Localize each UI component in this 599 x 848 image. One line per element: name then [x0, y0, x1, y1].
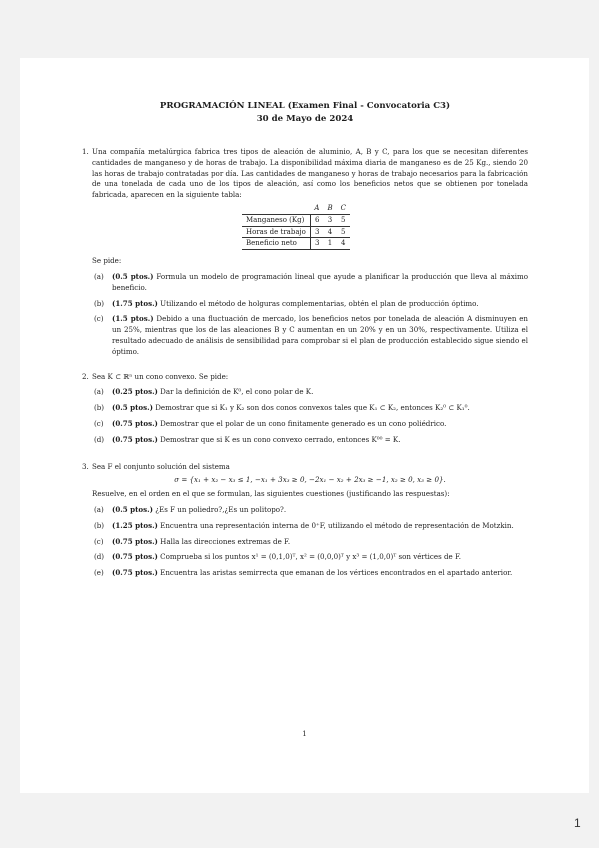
subquestion-1b: (b) (1.75 ptos.) Utilizando el método de holguras complementarias, obtén el plan de producción óptimo.	[94, 298, 479, 308]
points: (0.75 ptos.)	[112, 434, 158, 444]
points: (0.5 ptos.)	[112, 271, 154, 281]
data-table	[242, 203, 350, 250]
question-2	[82, 372, 528, 446]
system-formula: σ = {x₁ + x₂ − x₃ ≤ 1, −x₁ + 3x₃ ≥ 0, −2x₁ − x₂ + 2x₃ ≥ −1, x₂ ≥ 0, x₃ ≥ 0}.	[174, 475, 446, 485]
subquestion-2b: (b) (0.5 ptos.) Demostrar que si K₁ y K₂ son dos conos convexos tales que K₁ ⊂ K₂, entonces K₂⁰ ⊂ K₁⁰.	[94, 403, 470, 413]
points: (1.5 ptos.)	[112, 314, 154, 324]
question-number: 2.	[82, 371, 89, 381]
subquestion-2c: (c) (0.75 ptos.) Demostrar que el polar de un cono finitamente generado es un cono poliédrico.	[94, 418, 447, 428]
question-3-intro: Sea F el conjunto solución del sistema	[92, 461, 230, 471]
subquestion-3d: (d) (0.75 ptos.) Comprueba si los puntos x¹ = (0,1,0)ᵀ, x² = (0,0,0)ᵀ y x³ = (1,0,0)ᵀ son vértices de F.	[94, 552, 462, 562]
subquestion-3e: (e) (0.75 ptos.) Encuentra las aristas semirrecta que emanan de los vértices encontrados en el apartado anterior.	[94, 568, 513, 578]
exam-date: 30 de Mayo de 2024	[256, 113, 354, 124]
question-1-intro: Una compañía metalúrgica fabrica tres tipos de aleación de aluminio, A, B y C, para los que se necesitan diferentes cantidades de manganeso y de horas de trabajo. La disponibilidad máxima diaria de manganeso es de 25 Kg., siendo 20 las horas de trabajo contratadas por día. Las cantidades de manganeso y horas de trabajo necesarios para la fabricación de una tonelada de cada uno de los tipos de aleación, así como los beneficios netos que se obtienen por tonelada fabricada, aparecen en la siguiente tabla:	[92, 147, 528, 200]
table-row: Manganeso (Kg) 6 3 5	[242, 214, 350, 226]
subquestion-2a: (a) (0.25 ptos.) Dar la definición de K⁰, el cono polar de K.	[94, 387, 314, 397]
points: (0.75 ptos.)	[112, 536, 158, 546]
question-number: 1.	[82, 147, 89, 156]
question-3	[82, 462, 528, 579]
exam-title: PROGRAMACIÓN LINEAL (Examen Final - Convocatoria C3)	[159, 101, 451, 111]
question-number: 3.	[82, 461, 89, 471]
subquestion-2d: (d) (0.75 ptos.) Demostrar que si K es un cono convexo cerrado, entonces K⁰⁰ = K.	[94, 434, 401, 444]
corner-page-number: 1	[574, 816, 581, 830]
subquestion-3a: (a) (0.5 ptos.) ¿Es F un poliedro?,¿Es un politopo?.	[94, 504, 287, 514]
se-pide-label: Se pide:	[92, 256, 122, 266]
points: (0.75 ptos.)	[112, 568, 158, 578]
subquestion-1a: (a) (0.5 ptos.) Formula un modelo de programación lineal que ayude a planificar la producción que lleva al máximo beneficio.	[94, 271, 528, 292]
table-row: Beneficio neto 3 1 4	[242, 238, 350, 250]
question-1	[82, 147, 528, 358]
points: (0.25 ptos.)	[112, 387, 158, 397]
points: (0.75 ptos.)	[112, 552, 158, 562]
table-header: A	[314, 203, 320, 212]
page-number: 1	[302, 730, 307, 738]
points: (1.25 ptos.)	[112, 520, 158, 530]
table-header: C	[340, 203, 346, 212]
table-row: Horas de trabajo 3 4 5	[242, 226, 350, 238]
table-header: B	[327, 203, 333, 212]
points: (0.75 ptos.)	[112, 418, 158, 428]
points: (0.5 ptos.)	[112, 403, 153, 413]
exam-page	[20, 58, 589, 793]
subquestion-3c: (c) (0.75 ptos.) Halla las direcciones extremas de F.	[94, 536, 291, 546]
question-2-intro: Sea K ⊂ ℝⁿ un cono convexo. Se pide:	[92, 371, 229, 381]
points: (1.75 ptos.)	[112, 298, 158, 308]
subquestion-3b: (b) (1.25 ptos.) Encuentra una representación interna de 0⁺F, utilizando el método de representación de Motzkin.	[94, 520, 514, 530]
exam-content	[82, 100, 528, 579]
subquestion-1c: (c) (1.5 ptos.) Debido a una fluctuación de mercado, los beneficios netos por tonelada de aleación A disminuyen en un 25%, mientras que los de las aleaciones B y C aumentan en un 20% y en un 30%, respectivamente. Utiliza el resultado adecuado de análisis de sensibilidad para comprobar si el plan de producción establecido sigue siendo el óptimo.	[94, 314, 529, 356]
resuelve-text: Resuelve, en el orden en el que se formulan, las siguientes cuestiones (justificando las respuestas):	[92, 489, 450, 499]
points: (0.5 ptos.)	[112, 504, 153, 514]
